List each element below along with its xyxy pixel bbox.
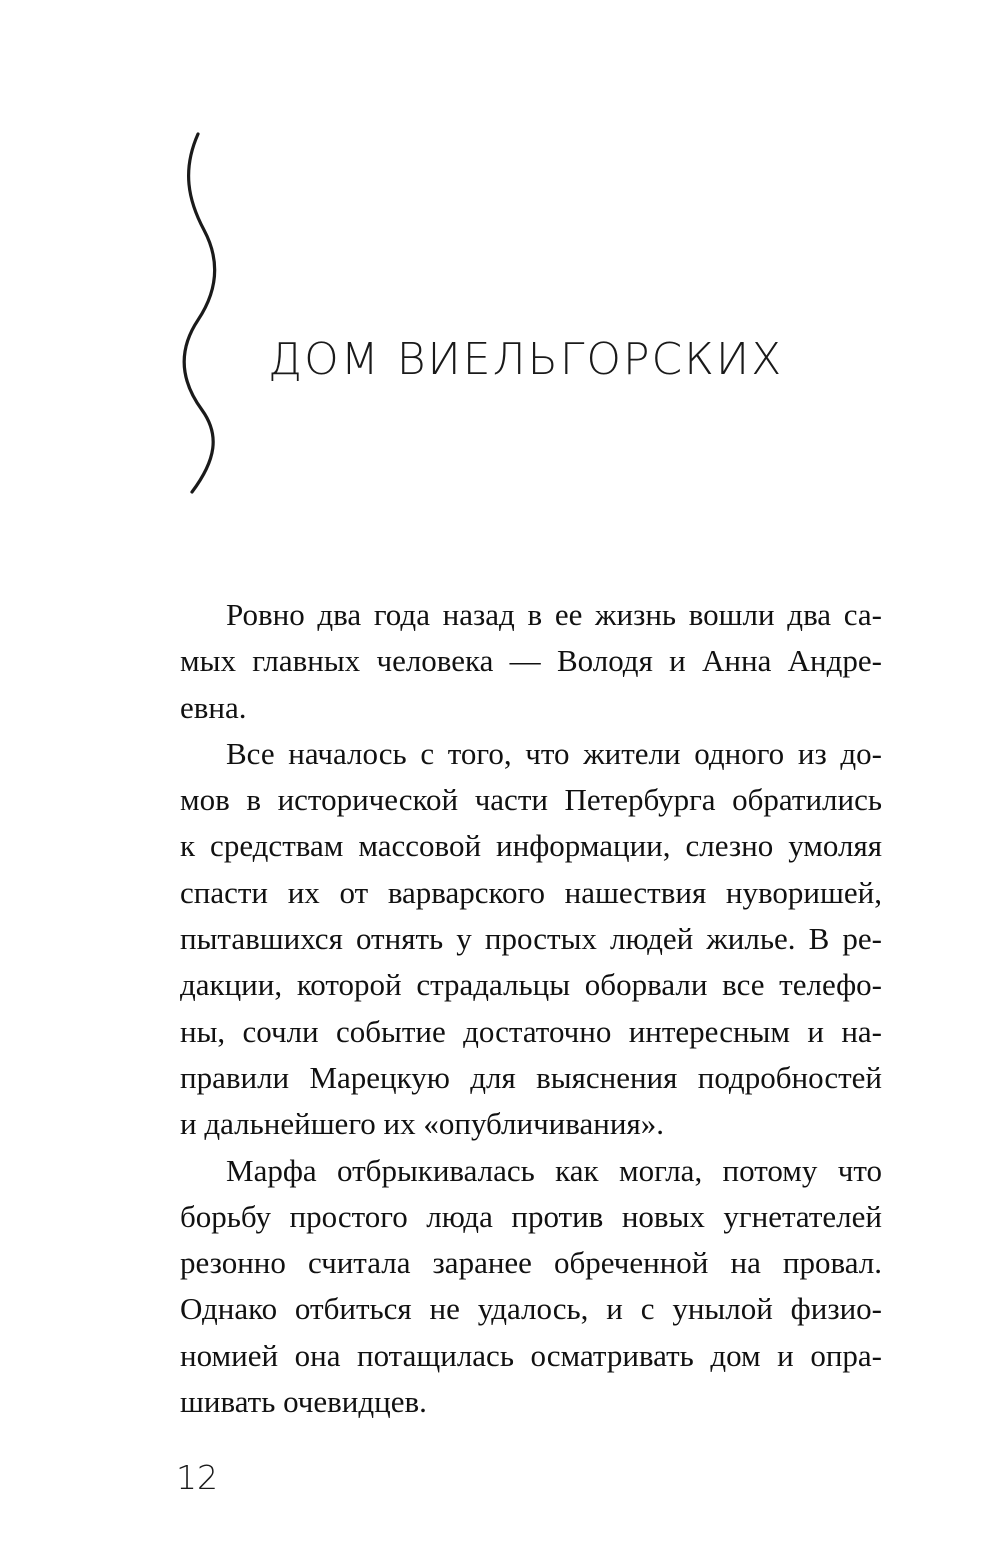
text-line: дакции, которой страдальцы оборвали все телефо-	[180, 967, 882, 1003]
text-line: мов в исторической части Петербурга обратились	[180, 782, 882, 818]
chapter-title: ДОМ ВИЕЛЬГОРСКИХ	[268, 334, 784, 385]
text-line: Однако отбиться не удалось, и с унылой физио-	[180, 1291, 882, 1327]
text-line: Марфа отбрыкивалась как могла, потому что	[226, 1152, 882, 1188]
paragraph-3	[180, 1148, 882, 1426]
paragraph-1	[180, 592, 882, 731]
text-line: борьбу простого люда против новых угнетателей	[180, 1198, 882, 1234]
text-line: евна.	[180, 689, 247, 725]
page-number: 12	[176, 1458, 218, 1497]
text-line: Все началось с того, что жители одного из до-	[226, 735, 882, 771]
text-line: номией она потащилась осматривать дом и опра-	[180, 1337, 882, 1373]
text-line: спасти их от варварского нашествия нуворишей,	[180, 874, 882, 910]
text-line: мых главных человека — Володя и Анна Андре-	[180, 643, 882, 679]
paragraph-2	[180, 731, 882, 1148]
text-line: и дальнейшего их «опубличивания».	[180, 1106, 664, 1142]
text-line: к средствам массовой информации, слезно умоляя	[180, 828, 882, 864]
text-line: пытавшихся отнять у простых людей жилье. В ре-	[180, 921, 882, 957]
body-text	[180, 592, 882, 1425]
text-line: шивать очевидцев.	[180, 1384, 427, 1420]
text-line: правили Марецкую для выяснения подробностей	[180, 1059, 882, 1095]
wavy-vertical-line-icon	[168, 130, 238, 500]
text-line: Ровно два года назад в ее жизнь вошли два са-	[226, 597, 882, 632]
text-line: ны, сочли событие достаточно интересным и на-	[180, 1013, 882, 1049]
text-line: резонно считала заранее обреченной на провал.	[180, 1245, 882, 1281]
